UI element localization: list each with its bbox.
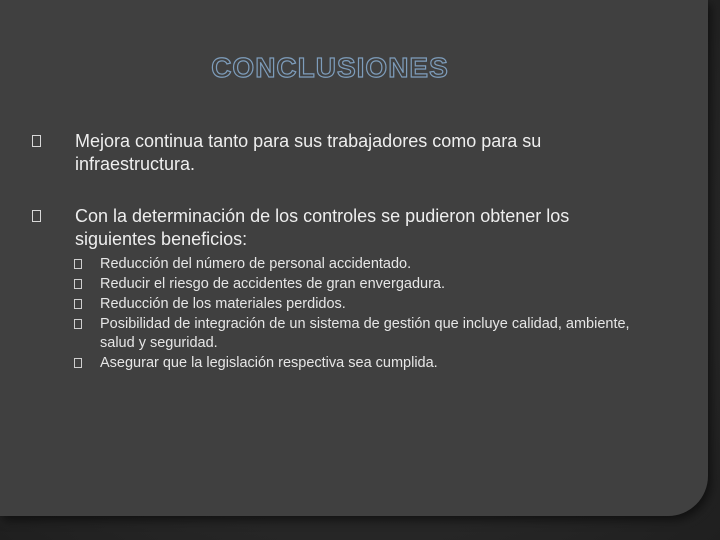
sub-bullet-item (74, 315, 632, 353)
bullet-item (32, 205, 632, 373)
bullet-list (32, 130, 632, 373)
sub-bullet-text: Reducción de los materiales perdidos. (100, 296, 346, 312)
sub-bullet-icon (74, 259, 82, 269)
sub-bullet-item (74, 295, 632, 314)
sub-bullet-text: Reducción del número de personal accidentado. (100, 256, 412, 272)
bullet-text: Mejora continua tanto para sus trabajadores como para su infraestructura. (75, 131, 542, 174)
bullet-icon (32, 135, 41, 147)
sub-bullet-icon (74, 358, 82, 368)
sub-bullet-icon (74, 279, 82, 289)
sub-bullet-item (74, 255, 632, 274)
title-container (200, 52, 460, 88)
bullet-icon (32, 210, 41, 222)
sub-bullet-list (75, 255, 632, 373)
sub-bullet-text: Posibilidad de integración de un sistema de gestión que incluye calidad, ambiente, salud y seguridad. (100, 316, 630, 351)
bullet-text: Con la determinación de los controles se pudieron obtener los siguientes beneficios: (75, 206, 570, 249)
sub-bullet-text: Reducir el riesgo de accidentes de gran envergadura. (100, 276, 445, 292)
sub-bullet-text: Asegurar que la legislación respectiva sea cumplida. (100, 355, 438, 371)
sub-bullet-item (74, 354, 632, 373)
sub-bullet-icon (74, 299, 82, 309)
slide-title: CONCLUSIONES (211, 52, 449, 83)
bullet-item (32, 130, 632, 176)
sub-bullet-item (74, 275, 632, 294)
sub-bullet-icon (74, 319, 82, 329)
